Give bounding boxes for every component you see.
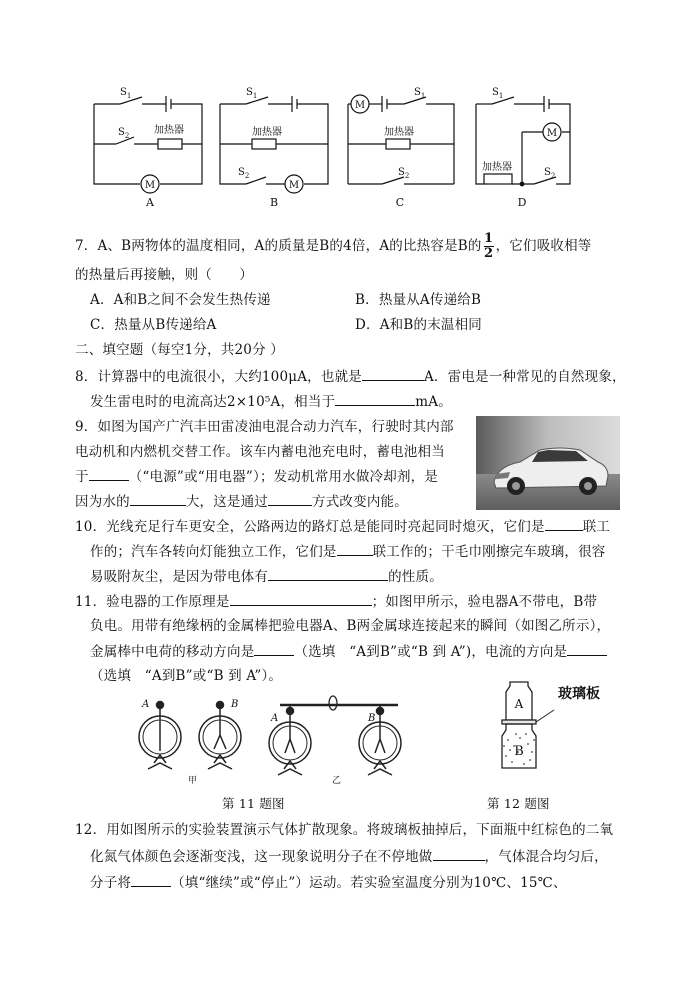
section-2-heading: 二、填空题（每空1分，共20分 ）: [75, 342, 284, 358]
insulating-handle: [329, 696, 337, 710]
q11-blank-1[interactable]: [230, 591, 372, 606]
q7-option-a: A．A和B之间不会发生热传递: [90, 292, 271, 308]
q7-text-a: 7．A、B两物体的温度相同，A的质量是B的4倍，A的比热容是B的: [75, 238, 482, 254]
q12-text-3b: （填“继续”或“停止”）运动。若实验室温度分别为10℃、15℃、: [171, 875, 567, 891]
q7-frac-den: 2: [483, 246, 494, 261]
circuit-d-s2-label: $S_2$: [544, 167, 556, 180]
q9-line4: [75, 491, 408, 512]
circuit-a-s2-label: $S_2$: [118, 127, 130, 140]
q7-line2: 的热量后再接触，则（ ）: [75, 267, 254, 283]
circuit-a-s1-label: $S_1$: [120, 87, 132, 100]
q12-line2: [90, 846, 608, 867]
q8-text-1a: 8．计算器中的电流很小，大约100μA，也就是: [75, 369, 362, 385]
caption-figure-11: 第 11 题图: [222, 796, 285, 811]
circuit-a: [94, 96, 202, 193]
q11-line3: [90, 641, 607, 662]
q9-text-4c: 方式改变内能。: [312, 494, 408, 510]
jia-label-b: B: [231, 699, 239, 710]
q7-option-b: B．热量从A传递给B: [355, 292, 482, 308]
jia-label-a: A: [142, 699, 150, 710]
q8-line2: [90, 391, 452, 412]
circuit-d-s1-label: $S_1$: [492, 87, 504, 100]
q12-blank-2[interactable]: [131, 872, 171, 887]
electroscope-jia-a: [139, 702, 181, 770]
circuit-c-heater-label: 加热器: [384, 127, 414, 138]
q9-line1: 9．如图为国产广汽丰田雷凌油电混合动力汽车，行驶时其内部: [75, 419, 454, 435]
q10-blank-1[interactable]: [545, 516, 583, 531]
q7-option-c: C．热量从B传递给A: [90, 317, 217, 333]
q12-line3: [90, 872, 567, 893]
yi-label-a: A: [271, 713, 279, 724]
yi-label-b: B: [368, 713, 376, 724]
q8-text-2b: mA。: [415, 394, 452, 410]
q11-blank-3[interactable]: [567, 641, 607, 656]
q9-text-4b: 大，这是通过: [185, 494, 269, 510]
q12-blank-1[interactable]: [433, 846, 485, 861]
q7-line1: [75, 233, 592, 260]
bottle-a-label: A: [514, 697, 524, 711]
q11-text-1a: 11．验电器的工作原理是: [75, 594, 230, 610]
q10-text-2a: 作的；汽车各转向灯能独立工作，它们是: [90, 544, 337, 560]
q10-text-1a: 10．光线充足行车更安全，公路两边的路灯总是能同时亮起同时熄灭，它们是: [75, 519, 545, 535]
electroscope-yi-b: [359, 705, 401, 775]
q7-option-d: D．A和B的末温相同: [355, 317, 482, 333]
q9-text-3b: （“电源”或“用电器”）；发动机常用水做冷却剂，是: [128, 469, 439, 485]
q11-line2: 负电。用带有绝缘柄的金属棒把验电器A、B两金属球连接起来的瞬间（如图乙所示），: [90, 618, 611, 634]
circuit-b-s2-label: $S_2$: [238, 167, 250, 180]
figure-jia-label: 甲: [188, 776, 198, 785]
q12-text-2b: ，气体混合均匀后，: [484, 849, 608, 865]
q8-line1: [75, 366, 626, 387]
q9-line3: [75, 466, 438, 487]
q10-line1: [75, 516, 610, 537]
figure-yi-label: 乙: [332, 776, 342, 785]
q11-text-1b: ；如图甲所示，验电器A不带电，B带: [371, 594, 598, 610]
circuit-b-s1-label: $S_1$: [246, 87, 258, 100]
gas-diffusion-figure: [490, 676, 630, 776]
q12-line1: 12．用如图所示的实验装置演示气体扩散现象。将玻璃板抽掉后，下面瓶中红棕色的二氧: [75, 822, 614, 838]
q11-text-3b: （选填 “A到B”或“B 到 A”)，电流的方向是: [294, 644, 568, 660]
circuit-label-b: B: [269, 196, 279, 209]
circuit-c-motor-label: M: [354, 100, 366, 111]
circuit-d-heater-label: 加热器: [482, 162, 512, 173]
q9-blank-2[interactable]: [130, 491, 186, 506]
circuit-a-motor-label: M: [144, 180, 156, 191]
q10-text-3b: 的性质。: [388, 569, 443, 585]
q10-blank-3[interactable]: [268, 566, 388, 581]
q8-text-1b: A．雷电是一种常见的自然现象，: [423, 369, 626, 385]
circuit-d-motor-label: M: [546, 128, 558, 139]
q9-text-4a: 因为水的: [75, 494, 130, 510]
circuit-c-s2-label: $S_2$: [398, 167, 410, 180]
glass-plate-label: 玻璃板: [558, 686, 600, 702]
q10-blank-2[interactable]: [337, 541, 373, 556]
q8-blank-1[interactable]: [362, 366, 424, 381]
car-photo: [476, 416, 620, 510]
q10-line2: [90, 541, 606, 562]
q10-text-3a: 易吸附灰尘，是因为带电体有: [90, 569, 269, 585]
q9-blank-1[interactable]: [89, 466, 129, 481]
caption-figure-12: 第 12 题图: [487, 796, 550, 811]
q9-blank-3[interactable]: [268, 491, 312, 506]
circuit-b-heater-label: 加热器: [252, 127, 282, 138]
q11-blank-2[interactable]: [254, 641, 294, 656]
q8-blank-2[interactable]: [335, 391, 415, 406]
q11-line1: [75, 591, 597, 612]
q7-text-b: ，它们吸收相等: [495, 238, 592, 254]
circuit-diagrams: [80, 82, 600, 212]
q7-frac-num: 1: [483, 231, 494, 246]
q11-line4: （选填 “A到B”或“B 到 A”）。: [90, 668, 283, 684]
q10-line3: [90, 566, 443, 587]
circuit-b-motor-label: M: [288, 180, 300, 191]
bottle-b-label: B: [514, 744, 524, 759]
q12-text-2a: 化氮气体颜色会逐渐变浅，这一现象说明分子在不停地做: [90, 849, 433, 865]
circuit-label-a: A: [146, 196, 154, 209]
circuit-label-d: D: [517, 196, 527, 209]
circuit-c-s1-label: $S_1$: [414, 87, 426, 100]
electroscope-figure: [130, 693, 420, 785]
q9-text-3a: 于: [75, 469, 89, 485]
electroscope-jia-b: [199, 702, 241, 770]
q8-text-2a: 发生雷电时的电流高达2×10⁵A，相当于: [90, 394, 336, 410]
q9-line2: 电动机和内燃机交替工作。该车内蓄电池充电时，蓄电池相当: [75, 444, 445, 460]
circuit-a-heater-label: 加热器: [154, 125, 184, 136]
q10-text-2b: 联工作的；干毛巾刚擦完车玻璃，很容: [372, 544, 606, 560]
q7-fraction: [484, 233, 494, 260]
q12-text-3a: 分子将: [90, 875, 132, 891]
q11-text-3a: 金属棒中电荷的移动方向是: [90, 644, 255, 660]
q10-text-1b: 联工: [582, 519, 611, 535]
circuit-b: [220, 96, 328, 193]
circuit-label-c: C: [395, 196, 405, 209]
